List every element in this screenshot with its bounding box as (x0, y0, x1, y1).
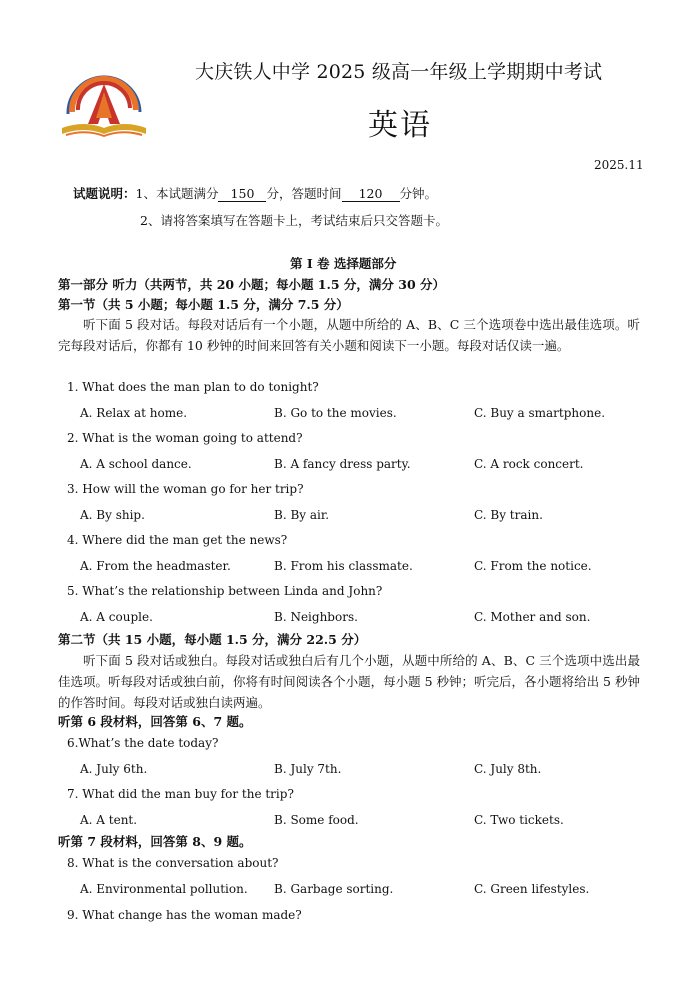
total-score: 150 (218, 186, 266, 202)
question-stem: 7. What did the man buy for the trip? (67, 787, 294, 801)
option-b: B. July 7th. (274, 762, 342, 776)
question-stem: 6.What’s the date today? (67, 736, 219, 750)
material-7-heading: 听第 7 段材料，回答第 8、9 题。 (58, 834, 252, 849)
instructions-time-post: 分钟。 (399, 186, 438, 201)
option-a: A. By ship. (80, 508, 145, 522)
option-c: C. Two tickets. (474, 813, 564, 827)
option-c: C. Green lifestyles. (474, 882, 590, 896)
option-a: A. A tent. (80, 813, 138, 827)
part1-title: 第一部分 听力（共两节，共 20 小题；每小题 1.5 分，满分 30 分） (58, 277, 446, 292)
option-a: A. Relax at home. (80, 406, 188, 420)
instructions-line-2: 2、请将答案填写在答题卡上，考试结束后只交答题卡。 (140, 213, 448, 228)
question-stem: 4. Where did the man get the news? (67, 533, 288, 547)
option-b: B. By air. (274, 508, 330, 522)
option-a: A. From the headmaster. (80, 559, 231, 573)
option-a: A. A school dance. (80, 457, 192, 471)
instructions-line-1 (73, 184, 437, 202)
section1-title: 第一节（共 5 小题；每小题 1.5 分，满分 7.5 分） (58, 297, 349, 312)
exam-duration: 120 (342, 186, 400, 202)
exam-date: 2025.11 (594, 158, 644, 172)
school-exam-title: 大庆铁人中学 2025 级高一年级上学期期中考试 (195, 61, 603, 83)
option-b: B. Garbage sorting. (274, 882, 394, 896)
instructions-score-pre: 1、本试题满分 (135, 186, 219, 201)
subject-title: 英语 (368, 108, 432, 143)
option-b: B. From his classmate. (274, 559, 413, 573)
option-a: A. A couple. (80, 610, 153, 624)
question-stem: 2. What is the woman going to attend? (67, 431, 303, 445)
option-c: C. By train. (474, 508, 543, 522)
option-c: C. A rock concert. (474, 457, 584, 471)
option-c: C. Mother and son. (474, 610, 591, 624)
question-stem: 8. What is the conversation about? (67, 856, 279, 870)
option-b: B. Some food. (274, 813, 359, 827)
question-stem: 3. How will the woman go for her trip? (67, 482, 304, 496)
section2-directions: 听下面 5 段对话或独白。每段对话或独白后有几个小题，从题中所给的 A、B、C 三个选项中选出最佳选项。听每段对话或独白前，你将有时间阅读各个小题，每小题 5 秒钟；听完后，各小题将给出 5 秒钟的作答时间。每段对话或独白读两遍。 (58, 653, 640, 710)
option-b: B. Neighbors. (274, 610, 358, 624)
instructions-score-post: 分，答题时间 (266, 186, 342, 201)
school-logo (58, 62, 150, 142)
instructions-label: 试题说明： (73, 186, 136, 201)
question-stem: 9. What change has the woman made? (67, 908, 302, 922)
option-a: A. July 6th. (80, 762, 148, 776)
volume-title: 第 I 卷 选择题部分 (290, 256, 397, 271)
question-stem: 1. What does the man plan to do tonight? (67, 380, 319, 394)
option-c: C. July 8th. (474, 762, 542, 776)
option-c: C. Buy a smartphone. (474, 406, 606, 420)
section1-directions: 听下面 5 段对话。每段对话后有一个小题，从题中所给的 A、B、C 三个选项卷中选出最佳选项。听完每段对话后，你都有 10 秒钟的时间来回答有关小题和阅读下一小题。每段对话仅读一遍。 (58, 317, 640, 353)
option-b: B. A fancy dress party. (274, 457, 411, 471)
section2-title: 第二节（共 15 小题，每小题 1.5 分，满分 22.5 分） (58, 632, 367, 647)
option-b: B. Go to the movies. (274, 406, 397, 420)
material-6-heading: 听第 6 段材料，回答第 6、7 题。 (58, 714, 252, 729)
option-c: C. From the notice. (474, 559, 592, 573)
option-a: A. Environmental pollution. (80, 882, 248, 896)
question-stem: 5. What’s the relationship between Linda and John? (67, 584, 383, 598)
